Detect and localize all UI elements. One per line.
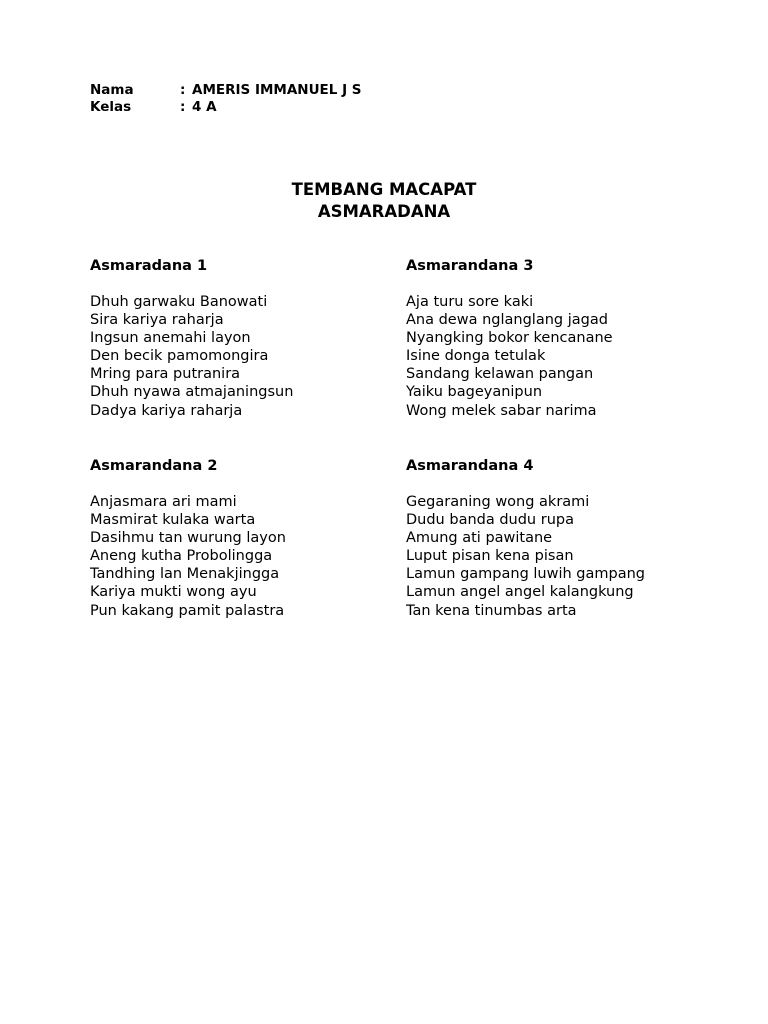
stanza-line: Lamun angel angel kalangkung	[406, 584, 634, 601]
stanza-line: Pun kakang pamit palastra	[90, 602, 285, 619]
stanza-line: Gegaraning wong akrami	[406, 494, 590, 510]
name-value: AMERIS IMMANUEL J S	[192, 82, 362, 98]
stanza-asmarandana-2	[90, 457, 420, 620]
stanza-line: Dhuh garwaku Banowati	[90, 294, 268, 310]
title-line-2: ASMARADANA	[317, 202, 451, 221]
stanza-heading: Asmarandana 2	[90, 458, 218, 474]
stanza-asmaradana-1	[90, 257, 420, 420]
stanza-asmarandana-3	[406, 257, 736, 420]
stanza-line: Sira kariya raharja	[90, 312, 224, 329]
stanza-line: Lamun gampang luwih gampang	[406, 566, 645, 583]
stanza-lines	[406, 493, 736, 620]
stanza-line: Luput pisan kena pisan	[406, 548, 574, 565]
stanza-asmarandana-4	[406, 457, 736, 620]
stanza-line: Wong melek sabar narima	[406, 402, 597, 419]
stanza-line: Anjasmara ari mami	[90, 494, 237, 510]
stanza-line: Mring para putranira	[90, 366, 241, 383]
stanza-line: Yaiku bageyanipun	[406, 384, 543, 401]
stanza-line: Sandang kelawan pangan	[406, 366, 594, 383]
stanza-line: Amung ati pawitane	[406, 530, 553, 547]
stanza-line: Dhuh nyawa atmajaningsun	[90, 384, 294, 401]
stanza-line: Ingsun anemahi layon	[90, 330, 251, 347]
student-identity	[90, 82, 362, 116]
stanza-line: Ana dewa nglanglang jagad	[406, 312, 608, 329]
stanza-lines	[90, 493, 420, 620]
stanza-heading: Asmarandana 4	[406, 458, 534, 474]
stanza-line: Kariya mukti wong ayu	[90, 584, 257, 601]
stanza-line: Masmirat kulaka warta	[90, 512, 256, 529]
stanza-line: Isine donga tetulak	[406, 348, 546, 365]
stanza-line: Tandhing lan Menakjingga	[90, 566, 280, 583]
stanza-lines	[406, 293, 736, 420]
class-value: 4 A	[192, 99, 217, 115]
class-row	[90, 99, 362, 116]
class-label: Kelas	[90, 99, 132, 115]
document-title	[0, 179, 768, 223]
stanza-line: Den becik pamomongira	[90, 348, 269, 365]
class-separator: :	[180, 99, 186, 115]
stanza-line: Dadya kariya raharja	[90, 402, 243, 419]
stanza-line: Tan kena tinumbas arta	[406, 602, 577, 619]
stanza-line: Nyangking bokor kencanane	[406, 330, 613, 347]
stanza-heading: Asmarandana 3	[406, 258, 534, 274]
title-line-1: TEMBANG MACAPAT	[291, 180, 477, 199]
stanza-line: Dasihmu tan wurung layon	[90, 530, 286, 547]
name-row	[90, 82, 362, 99]
name-separator: :	[180, 82, 186, 98]
stanza-lines	[90, 293, 420, 420]
name-label: Nama	[90, 82, 134, 98]
stanza-line: Dudu banda dudu rupa	[406, 512, 574, 529]
stanza-heading: Asmaradana 1	[90, 258, 208, 274]
stanza-line: Aneng kutha Probolingga	[90, 548, 273, 565]
stanza-line: Aja turu sore kaki	[406, 294, 534, 310]
